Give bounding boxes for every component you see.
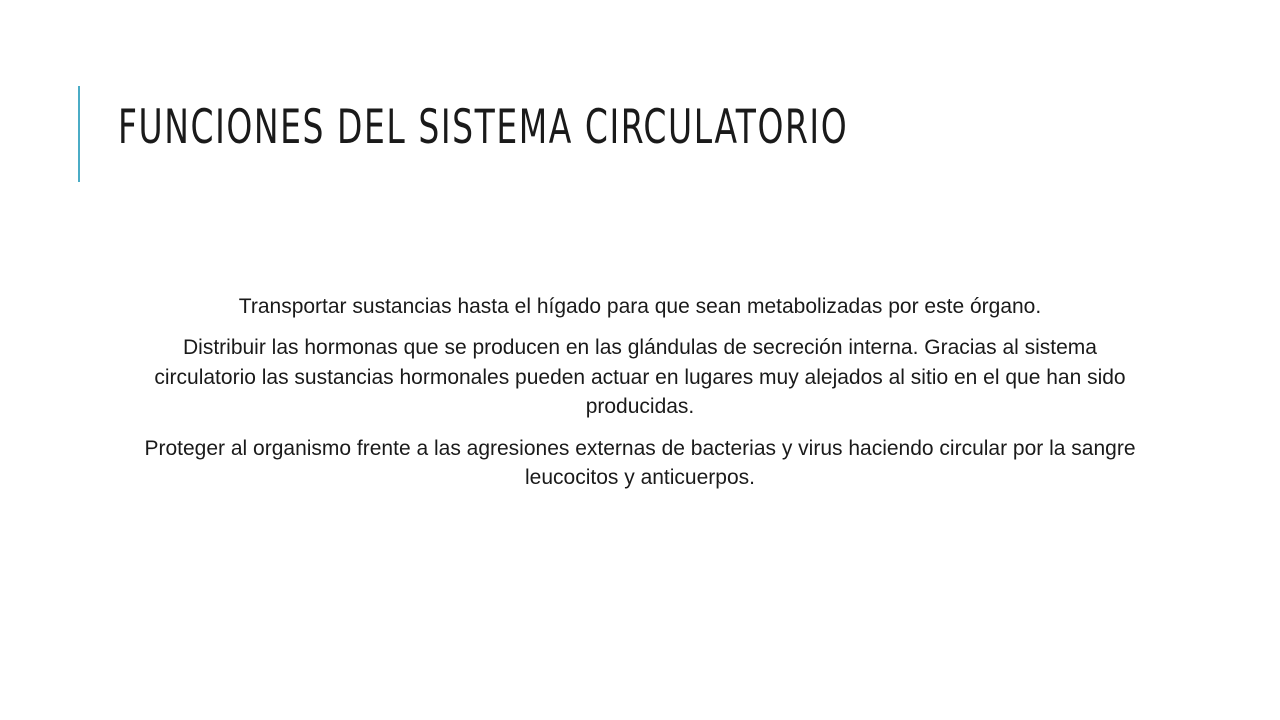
slide-title: FUNCIONES DEL SISTEMA CIRCULATORIO [118,100,849,155]
title-accent-bar [78,86,80,182]
paragraph-transport: Transportar sustancias hasta el hígado para que sean metabolizadas por este órgano. [238,295,1042,318]
slide-body [140,292,1140,504]
paragraph-protection: Proteger al organismo frente a las agresiones externas de bacterias y virus haciendo circular por la sangre leucocitos y anticuerpos. [144,436,1136,489]
paragraph-hormones: Distribuir las hormonas que se producen en las glándulas de secreción interna. Gracias al sistema circulatorio las sustancias hormonales pueden actuar en lugares muy alejados al sitio en el que han sido producidas. [154,336,1126,419]
